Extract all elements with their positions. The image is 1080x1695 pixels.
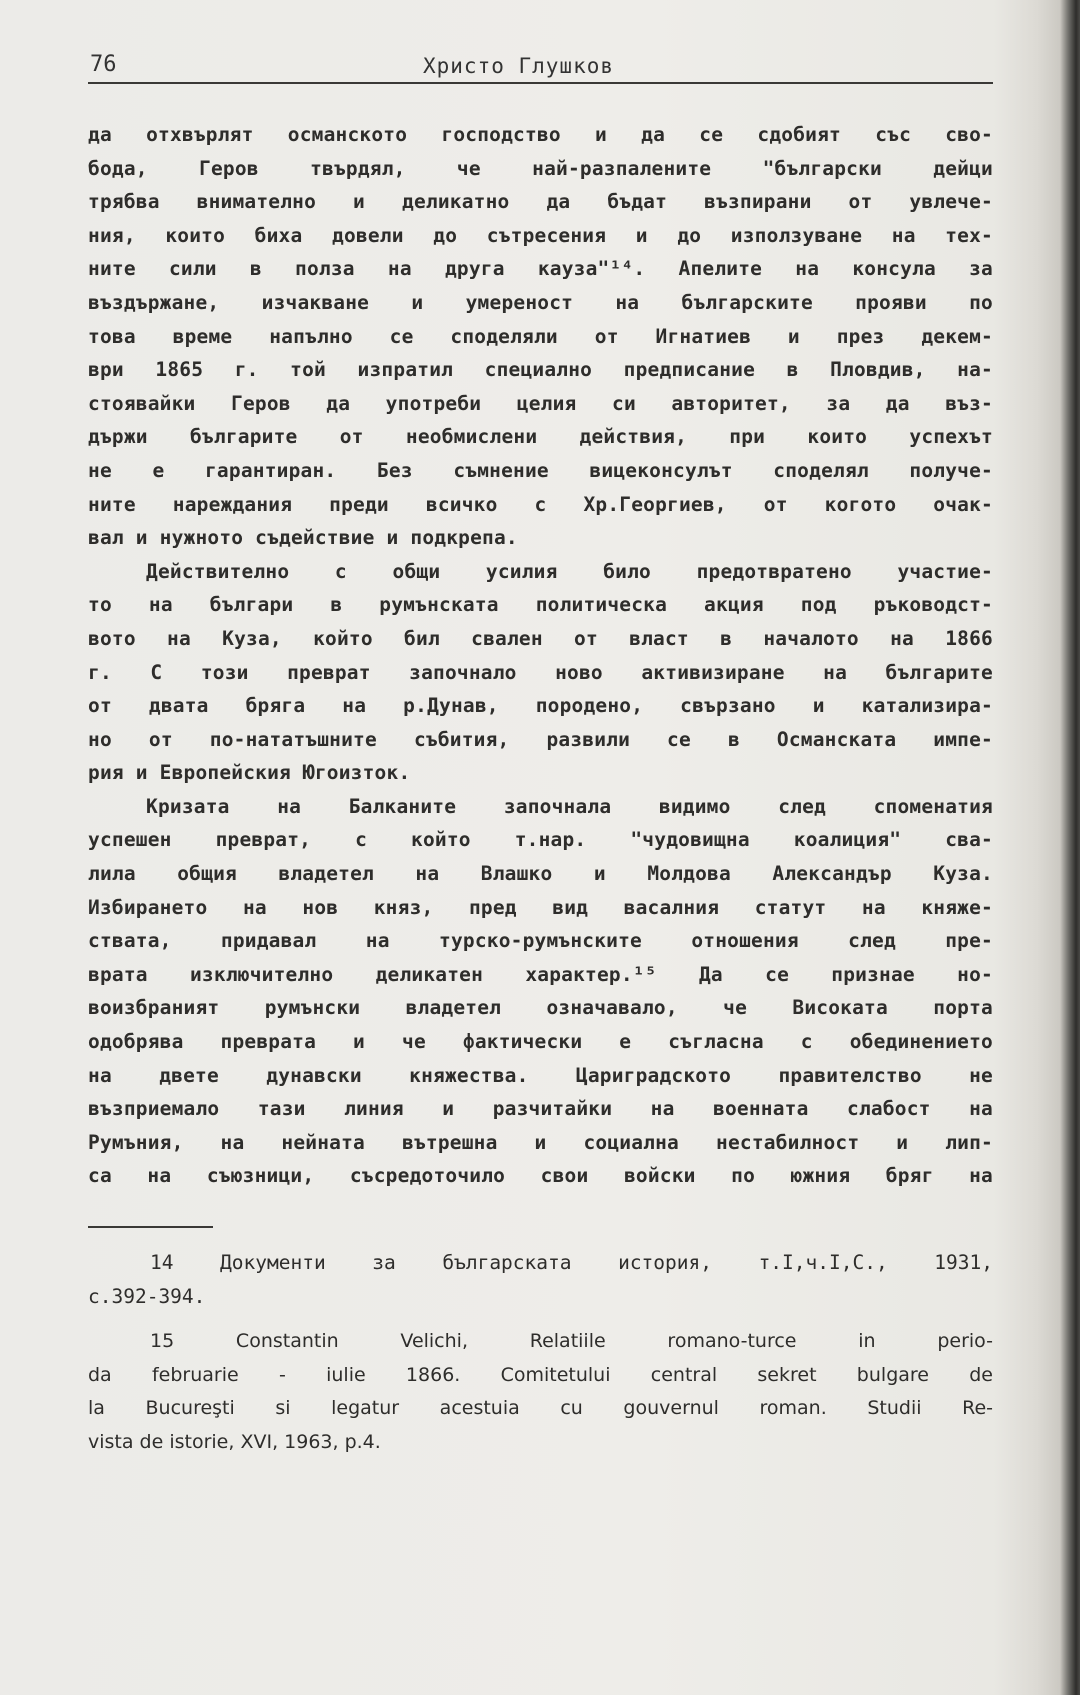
text-line: ври 1865 г. той изпратил специално предписание в Пловдив, на- [88,358,993,382]
text-line: г. С този преврат започнало ново активизиране на българите [88,660,993,684]
text-line: ния, които биха довели до сътресения и до използуване на тех- [88,223,993,247]
text-line: възприемало тази линия и разчитайки на военната слабост на [88,1097,993,1121]
text-line: вал и нужното съдействие и подкрепа. [88,526,518,550]
text-line: са на съюзници, съсредоточило свои войски по южния бряг на [88,1164,993,1188]
text-line: държи българите от необмислени действия, при които успехът [88,425,993,449]
text-line: бода, Геров твърдял, че най-разпалените "български дейци [88,156,993,180]
text-line: въздържане, изчакване и умереност на българските прояви по [88,290,993,314]
header-rule [88,82,993,84]
text-line: лила общия владетел на Влашко и Молдова Александър Куза. [88,862,993,886]
footnote-14-line: 14 Документи за българската история, т.I,ч.I,С., 1931, [150,1251,993,1274]
page-number: 76 [90,52,117,77]
footnote-15-line: la Bucureşti si legatur acestuia cu gouvernul roman. Studii Re- [88,1397,993,1420]
text-line: Избирането на нов княз, пред вид васалния статут на княже- [88,895,993,919]
text-line: врата изключително деликатен характер.¹⁵ Да се признае но- [88,962,993,986]
paragraph-start-line: Кризата на Балканите започнала видимо след споменатия [146,794,993,818]
book-spine-shadow [1060,0,1080,1695]
text-line: то на българи в румънската политическа акция под ръководст- [88,593,993,617]
text-line: одобрява преврата и че фактически е съгласна с обединението [88,1030,993,1054]
text-line: воизбраният румънски владетел означавало, че Високата порта [88,996,993,1020]
footnote-14-line: с.392-394. [88,1284,206,1308]
text-line: Румъния, на нейната вътрешна и социална нестабилност и лип- [88,1130,993,1154]
text-line: вото на Куза, който бил свален от власт в началото на 1866 [88,626,993,650]
footnote-15-line: da februarie - iulie 1866. Comitetului central sekret bulgare de [88,1363,993,1386]
page-header [88,52,993,84]
text-line: трябва внимателно и деликатно да бъдат възпирани от увлече- [88,190,993,214]
text-line: стоявайки Геров да употреби целия си авторитет, за да въз- [88,391,993,415]
text-line: на двете дунавски княжества. Цариградското правителство не [88,1063,993,1087]
text-line: да отхвърлят османското господство и да се сдобият със сво- [88,123,993,146]
paragraph-start-line: Действително с общи усилия било предотвратено участие- [146,559,993,583]
running-title: Христо Глушков [423,54,615,78]
text-line: това време напълно се споделяли от Игнатиев и през декем- [88,324,993,348]
footnotes [88,1246,993,1460]
text-line: но от по-нататъшните събития, развили се в Османската импе- [88,727,993,751]
footnote-15-line: vista de istorie, XVI, 1963, p.4. [88,1430,381,1453]
text-line: ните сили в полза на друга кауза"¹⁴. Апелите на консула за [88,257,993,281]
text-line: не е гарантиран. Без съмнение вицеконсулът споделял получе- [88,458,993,482]
text-line: от двата бряга на р.Дунав, породено, свързано и катализира- [88,694,993,718]
text-line: ствата, придавал на турско-румънските отношения след пре- [88,929,993,953]
text-line: ните нареждания преди всичко с Хр.Георгиев, от когото очак- [88,492,993,516]
text-line: рия и Европейския Югоизток. [88,761,411,785]
text-line: успешен преврат, с който т.нар. "чудовищна коалиция" сва- [88,828,993,852]
main-text [88,118,993,1193]
footnote-15-line: 15 Constantin Velichi, Relatiile romano-turce in perio- [150,1330,993,1353]
footnote-separator [88,1226,213,1228]
